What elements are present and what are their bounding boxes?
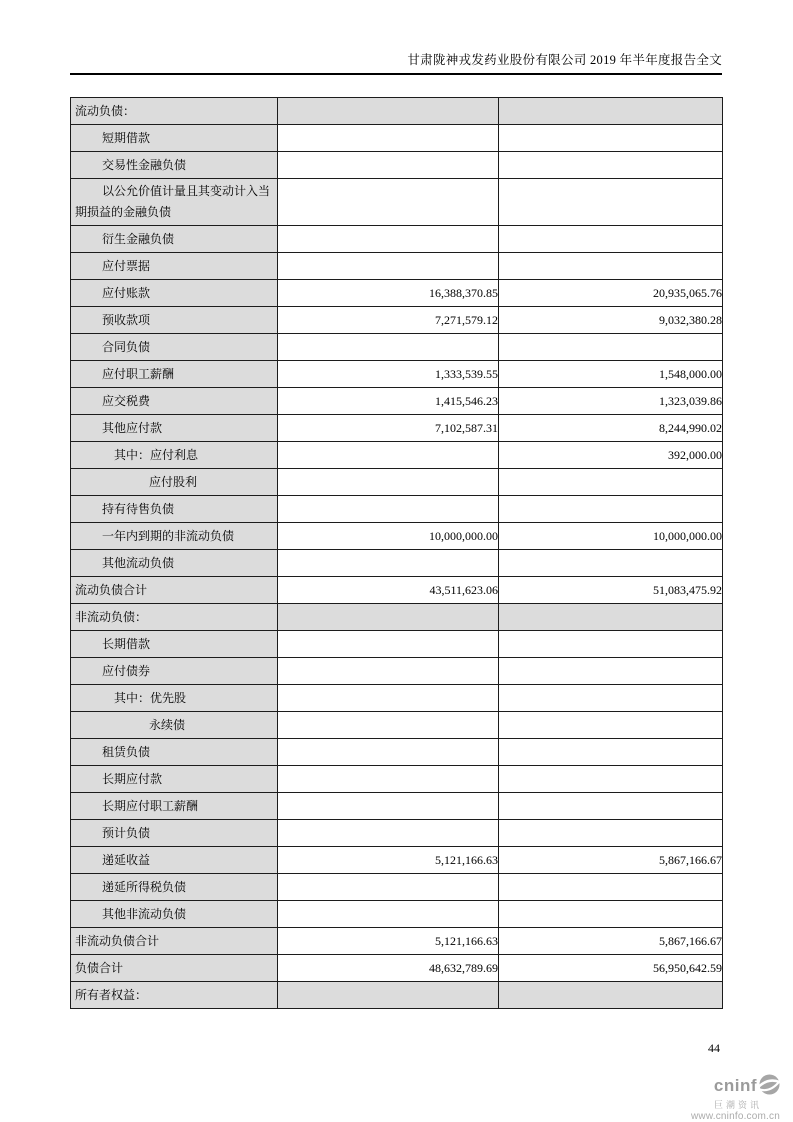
row-value-prior <box>499 334 723 361</box>
row-value-current <box>278 253 499 280</box>
row-value-prior: 392,000.00 <box>499 442 723 469</box>
table-row <box>71 739 723 766</box>
row-value-current <box>278 226 499 253</box>
row-value-prior: 5,867,166.67 <box>499 847 723 874</box>
table-row <box>71 152 723 179</box>
table-row <box>71 874 723 901</box>
row-value-prior: 56,950,642.59 <box>499 955 723 982</box>
row-value-prior <box>499 496 723 523</box>
cninfo-brand-text: cninf <box>713 1076 757 1096</box>
row-value-prior: 20,935,065.76 <box>499 280 723 307</box>
row-label: 预计负债 <box>71 820 278 847</box>
row-label: 长期应付款 <box>71 766 278 793</box>
row-label: 长期借款 <box>71 631 278 658</box>
row-value-current: 7,271,579.12 <box>278 307 499 334</box>
row-label: 应付股利 <box>71 469 278 496</box>
row-value-current <box>278 874 499 901</box>
row-value-prior <box>499 712 723 739</box>
row-label: 其中：优先股 <box>71 685 278 712</box>
table-row <box>71 334 723 361</box>
row-label: 其他流动负债 <box>71 550 278 577</box>
row-label: 负债合计 <box>71 955 278 982</box>
table-row <box>71 955 723 982</box>
row-value-current <box>278 125 499 152</box>
row-value-prior <box>499 739 723 766</box>
row-label: 其他非流动负债 <box>71 901 278 928</box>
row-value-current: 1,415,546.23 <box>278 388 499 415</box>
table-row <box>71 658 723 685</box>
row-label: 应付债券 <box>71 658 278 685</box>
row-value-current: 43,511,623.06 <box>278 577 499 604</box>
table-row <box>71 928 723 955</box>
row-value-current: 10,000,000.00 <box>278 523 499 550</box>
table-row <box>71 523 723 550</box>
table-row <box>71 766 723 793</box>
table-row <box>71 631 723 658</box>
cninfo-caption: 巨潮资讯 <box>713 1099 762 1110</box>
row-label: 递延所得税负债 <box>71 874 278 901</box>
row-value-prior <box>499 631 723 658</box>
table-row <box>71 901 723 928</box>
row-value-current: 7,102,587.31 <box>278 415 499 442</box>
balance-sheet-table <box>70 97 723 1009</box>
row-label: 其他应付款 <box>71 415 278 442</box>
cninfo-url: www.cninfo.com.cn <box>691 1111 780 1122</box>
row-value-current <box>278 982 499 1009</box>
cninfo-swirl-icon <box>759 1074 780 1100</box>
row-value-current <box>278 766 499 793</box>
row-label: 永续债 <box>71 712 278 739</box>
table-row <box>71 577 723 604</box>
row-label: 应交税费 <box>71 388 278 415</box>
page-content <box>70 0 722 1056</box>
table-row <box>71 226 723 253</box>
header-divider <box>70 73 722 75</box>
row-label: 一年内到期的非流动负债 <box>71 523 278 550</box>
row-value-prior: 1,548,000.00 <box>499 361 723 388</box>
row-label: 以公允价值计量且其变动计入当期损益的金融负债 <box>71 179 278 226</box>
row-label: 合同负债 <box>71 334 278 361</box>
row-value-current <box>278 496 499 523</box>
row-value-prior <box>499 179 723 226</box>
row-value-current <box>278 685 499 712</box>
row-value-current <box>278 739 499 766</box>
row-label: 递延收益 <box>71 847 278 874</box>
row-label: 所有者权益： <box>71 982 278 1009</box>
row-value-prior <box>499 469 723 496</box>
row-value-current <box>278 901 499 928</box>
row-label: 租赁负债 <box>71 739 278 766</box>
row-value-prior <box>499 125 723 152</box>
table-row <box>71 415 723 442</box>
row-value-prior <box>499 685 723 712</box>
row-label: 衍生金融负债 <box>71 226 278 253</box>
row-value-current <box>278 334 499 361</box>
row-value-prior: 5,867,166.67 <box>499 928 723 955</box>
row-value-prior <box>499 550 723 577</box>
cninfo-logo-top <box>691 1074 780 1100</box>
table-row <box>71 253 723 280</box>
row-value-prior: 9,032,380.28 <box>499 307 723 334</box>
row-value-prior: 1,323,039.86 <box>499 388 723 415</box>
table-row <box>71 712 723 739</box>
row-value-prior <box>499 253 723 280</box>
row-value-current: 48,632,789.69 <box>278 955 499 982</box>
table-row <box>71 280 723 307</box>
row-value-prior: 8,244,990.02 <box>499 415 723 442</box>
row-value-current <box>278 98 499 125</box>
table-row <box>71 847 723 874</box>
row-value-current <box>278 152 499 179</box>
row-label: 应付账款 <box>71 280 278 307</box>
row-label: 非流动负债合计 <box>71 928 278 955</box>
row-label: 流动负债： <box>71 98 278 125</box>
row-value-current <box>278 469 499 496</box>
row-value-current <box>278 604 499 631</box>
table-row <box>71 550 723 577</box>
row-value-current <box>278 658 499 685</box>
table-row <box>71 496 723 523</box>
row-label: 应付票据 <box>71 253 278 280</box>
row-label: 交易性金融负债 <box>71 152 278 179</box>
row-label: 非流动负债： <box>71 604 278 631</box>
row-value-prior <box>499 152 723 179</box>
table-row <box>71 469 723 496</box>
row-value-prior <box>499 793 723 820</box>
row-value-current: 16,388,370.85 <box>278 280 499 307</box>
row-value-current: 1,333,539.55 <box>278 361 499 388</box>
table-row <box>71 604 723 631</box>
row-value-current <box>278 550 499 577</box>
cninfo-logo <box>691 1074 780 1122</box>
row-value-prior <box>499 766 723 793</box>
row-value-prior <box>499 604 723 631</box>
table-row <box>71 793 723 820</box>
row-label: 长期应付职工薪酬 <box>71 793 278 820</box>
row-value-current <box>278 820 499 847</box>
row-label: 流动负债合计 <box>71 577 278 604</box>
row-value-prior <box>499 98 723 125</box>
table-row <box>71 307 723 334</box>
table-row <box>71 442 723 469</box>
table-row <box>71 982 723 1009</box>
table-row <box>71 98 723 125</box>
row-value-prior: 10,000,000.00 <box>499 523 723 550</box>
row-value-current <box>278 631 499 658</box>
table-row <box>71 361 723 388</box>
page-number: 44 <box>708 1041 720 1055</box>
row-value-prior <box>499 658 723 685</box>
row-value-current <box>278 793 499 820</box>
table-row <box>71 820 723 847</box>
balance-table-body <box>71 98 723 1009</box>
document-header-title: 甘肃陇神戎发药业股份有限公司 2019 年半年度报告全文 <box>407 53 722 67</box>
table-row <box>71 388 723 415</box>
row-label: 应付职工薪酬 <box>71 361 278 388</box>
row-value-current <box>278 179 499 226</box>
row-label: 持有待售负债 <box>71 496 278 523</box>
row-value-current: 5,121,166.63 <box>278 847 499 874</box>
table-row <box>71 125 723 152</box>
table-row <box>71 179 723 226</box>
row-value-current <box>278 442 499 469</box>
row-label: 短期借款 <box>71 125 278 152</box>
row-value-prior <box>499 874 723 901</box>
row-value-prior <box>499 901 723 928</box>
row-value-current: 5,121,166.63 <box>278 928 499 955</box>
row-value-current <box>278 712 499 739</box>
row-value-prior <box>499 982 723 1009</box>
row-label: 预收款项 <box>71 307 278 334</box>
table-row <box>71 685 723 712</box>
row-label: 其中：应付利息 <box>71 442 278 469</box>
row-value-prior <box>499 820 723 847</box>
row-value-prior: 51,083,475.92 <box>499 577 723 604</box>
row-value-prior <box>499 226 723 253</box>
